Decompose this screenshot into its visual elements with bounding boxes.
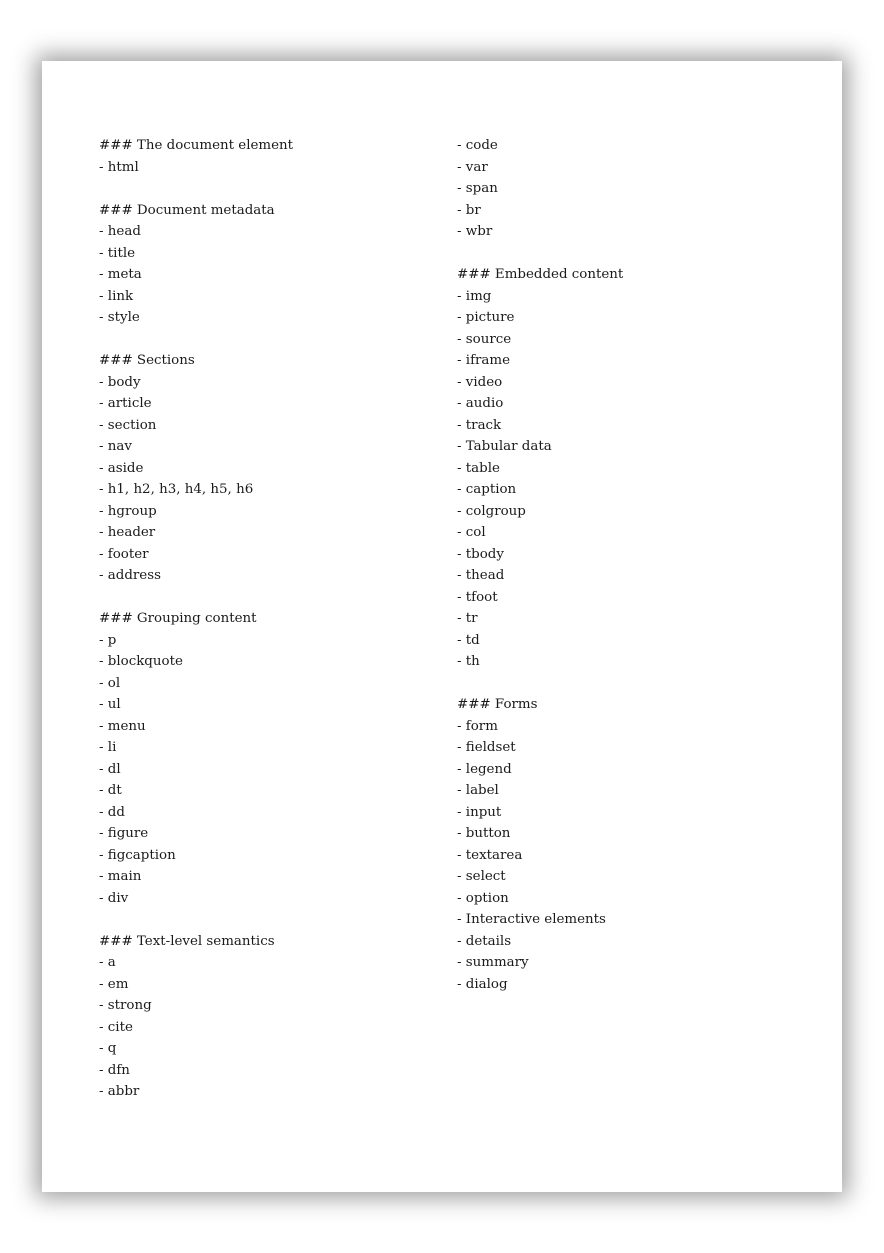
- list-item: - main: [99, 869, 142, 884]
- list-item: - thead: [457, 568, 505, 583]
- list-item: - caption: [457, 482, 517, 497]
- list-item: - hgroup: [99, 503, 157, 519]
- list-item: - col: [457, 525, 486, 540]
- list-item: - picture: [457, 310, 515, 325]
- list-item: - tr: [457, 611, 478, 626]
- list-item: - form: [457, 718, 498, 734]
- list-item: - iframe: [457, 353, 511, 368]
- list-item: - details: [457, 933, 512, 949]
- list-item: - meta: [99, 267, 142, 282]
- list-item: - div: [99, 890, 129, 906]
- list-item: - footer: [99, 546, 149, 562]
- list-item: - p: [99, 632, 117, 648]
- list-item: - td: [457, 632, 480, 648]
- list-item: - input: [457, 804, 502, 820]
- list-item: - style: [99, 310, 140, 325]
- list-item: - h1, h2, h3, h4, h5, h6: [99, 482, 254, 497]
- list-item: - figure: [99, 826, 149, 841]
- section-heading: ### Grouping content: [99, 611, 257, 626]
- list-item: - select: [457, 869, 506, 884]
- blank-line: [99, 909, 429, 931]
- blank-line: [457, 673, 787, 695]
- list-item: - label: [457, 783, 499, 798]
- list-item: - ul: [99, 697, 121, 712]
- list-item: - Tabular data: [457, 439, 552, 454]
- list-item: - cite: [99, 1019, 133, 1035]
- list-item: - html: [99, 159, 139, 175]
- list-item: - ol: [99, 675, 121, 691]
- left-column: [99, 135, 429, 1103]
- list-item: - dl: [99, 761, 121, 777]
- list-item: - section: [99, 417, 157, 433]
- section-heading: ### Sections: [99, 353, 195, 368]
- list-item: - span: [457, 181, 498, 196]
- section-heading: ### Embedded content: [457, 267, 624, 282]
- list-item: - th: [457, 654, 480, 669]
- blank-line: [99, 329, 429, 351]
- list-item: - article: [99, 396, 152, 411]
- list-item: - button: [457, 826, 511, 841]
- list-item: - br: [457, 202, 481, 218]
- list-item: - tbody: [457, 546, 504, 562]
- blank-line: [99, 587, 429, 609]
- list-item: - track: [457, 417, 502, 433]
- list-item: - dd: [99, 804, 125, 820]
- section-heading: ### Document metadata: [99, 202, 275, 218]
- list-item: - aside: [99, 460, 144, 476]
- list-item: - tfoot: [457, 589, 498, 605]
- blank-line: [457, 243, 787, 265]
- list-item: - a: [99, 955, 116, 970]
- list-item: - colgroup: [457, 503, 526, 519]
- list-item: - dt: [99, 783, 122, 798]
- list-item: - wbr: [457, 224, 493, 239]
- list-item: - table: [457, 460, 500, 476]
- list-item: - audio: [457, 396, 504, 411]
- list-item: - dfn: [99, 1062, 130, 1078]
- list-item: - dialog: [457, 976, 508, 992]
- list-item: - em: [99, 976, 129, 992]
- list-item: - fieldset: [457, 740, 516, 755]
- list-item: - code: [457, 138, 498, 153]
- blank-line: [99, 178, 429, 200]
- list-item: - header: [99, 525, 156, 540]
- list-item: - var: [457, 159, 488, 175]
- section-heading: ### The document element: [99, 138, 294, 153]
- section-heading: ### Text-level semantics: [99, 933, 275, 949]
- list-item: - img: [457, 288, 492, 304]
- document-page: [42, 61, 842, 1192]
- list-item: - nav: [99, 439, 132, 454]
- section-heading: ### Forms: [457, 697, 538, 712]
- list-item: - q: [99, 1041, 117, 1056]
- list-item: - link: [99, 288, 134, 304]
- list-item: - abbr: [99, 1084, 140, 1099]
- list-item: - strong: [99, 998, 152, 1013]
- list-item: - option: [457, 890, 509, 906]
- list-item: - textarea: [457, 847, 523, 863]
- list-item: - figcaption: [99, 847, 176, 863]
- right-column: [457, 135, 787, 995]
- list-item: - blockquote: [99, 654, 183, 669]
- list-item: - legend: [457, 761, 512, 777]
- list-item: - Interactive elements: [457, 912, 606, 927]
- list-item: - head: [99, 224, 141, 239]
- list-item: - li: [99, 740, 117, 755]
- list-item: - summary: [457, 955, 529, 970]
- list-item: - address: [99, 568, 161, 583]
- list-item: - menu: [99, 718, 146, 734]
- list-item: - source: [457, 331, 512, 347]
- list-item: - video: [457, 374, 503, 390]
- list-item: - title: [99, 245, 136, 261]
- list-item: - body: [99, 374, 141, 390]
